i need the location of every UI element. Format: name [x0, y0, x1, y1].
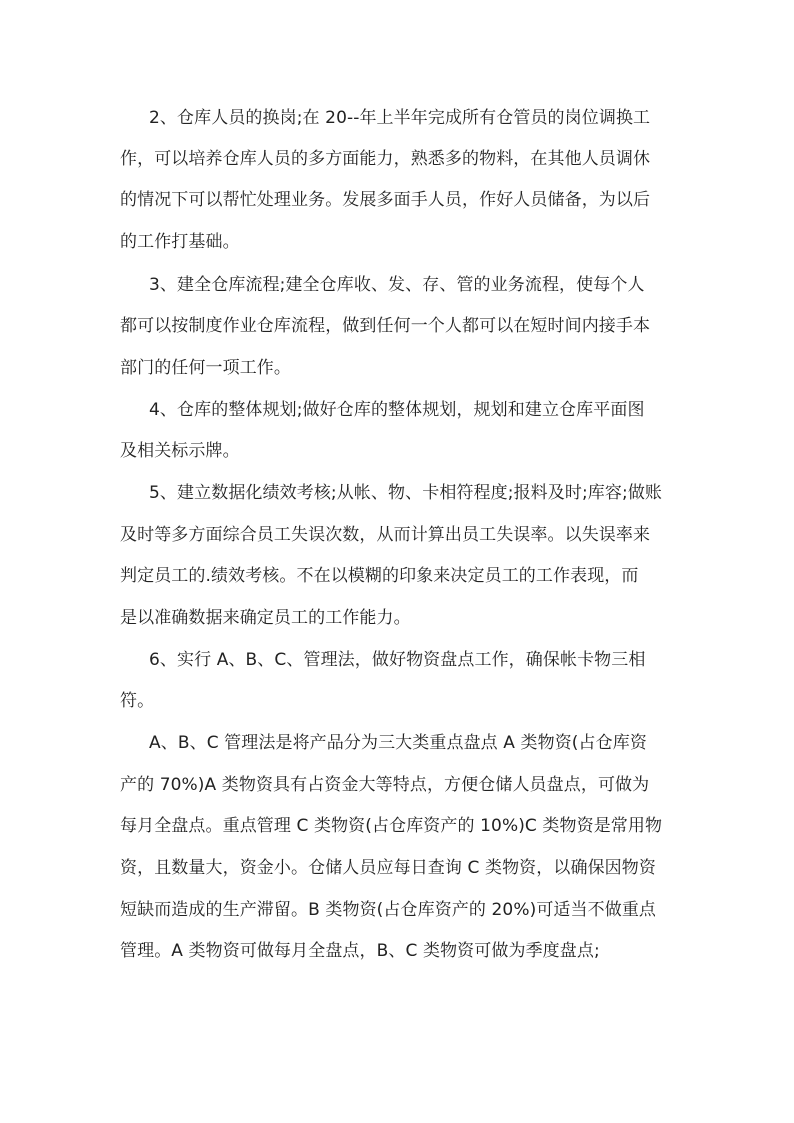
paragraph-2-line-2: 作，可以培养仓库人员的多方面能力，熟悉多的物料，在其他人员调休 — [120, 149, 651, 169]
paragraph-abc-line-5: 短缺而造成的生产滞留。B 类物资(占仓库资产的 20%)可适当不做重点 — [120, 900, 657, 920]
paragraph-abc-line-1: A、B、C 管理法是将产品分为三大类重点盘点 A 类物资(占仓库资 — [149, 733, 647, 753]
paragraph-abc-line-3: 每月全盘点。重点管理 C 类物资(占仓库资产的 10%)C 类物资是常用物 — [120, 816, 663, 836]
paragraph-3-line-1: 3、建全仓库流程;建全仓库收、发、存、管的业务流程，使每个人 — [149, 275, 645, 295]
paragraph-5-line-1: 5、建立数据化绩效考核;从帐、物、卡相符程度;报料及时;库容;做账 — [149, 483, 663, 503]
paragraph-3-line-2: 都可以按制度作业仓库流程，做到任何一个人都可以在短时间内接手本 — [120, 316, 651, 336]
paragraph-4-line-1: 4、仓库的整体规划;做好仓库的整体规划，规划和建立仓库平面图 — [149, 400, 645, 420]
paragraph-abc-line-4: 资，且数量大，资金小。仓储人员应每日查询 C 类物资，以确保因物资 — [120, 858, 656, 878]
paragraph-5-line-2: 及时等多方面综合员工失误次数，从而计算出员工失误率。以失误率来 — [120, 525, 651, 545]
paragraph-5-line-4: 是以准确数据来确定员工的工作能力。 — [120, 608, 411, 628]
paragraph-5-line-3: 判定员工的.绩效考核。不在以模糊的印象来决定员工的工作表现，而 — [120, 566, 639, 586]
paragraph-6-line-2: 符。 — [120, 691, 155, 711]
paragraph-abc-line-6: 管理。A 类物资可做每月全盘点，B、C 类物资可做为季度盘点; — [120, 941, 600, 961]
paragraph-2-line-4: 的工作打基础。 — [120, 232, 240, 252]
paragraph-3-line-3: 部门的任何一项工作。 — [120, 358, 291, 378]
paragraph-2-line-3: 的情况下可以帮忙处理业务。发展多面手人员，作好人员储备，为以后 — [120, 190, 651, 210]
paragraph-abc-line-2: 产的 70%)A 类物资具有占资金大等特点，方便仓储人员盘点，可做为 — [120, 775, 650, 795]
paragraph-4-line-2: 及相关标示牌。 — [120, 441, 240, 461]
paragraph-2-line-1: 2、仓库人员的换岗;在 20--年上半年完成所有仓管员的岗位调换工 — [149, 108, 651, 128]
paragraph-6-line-1: 6、实行 A、B、C、管理法，做好物资盘点工作，确保帐卡物三相 — [149, 650, 646, 670]
